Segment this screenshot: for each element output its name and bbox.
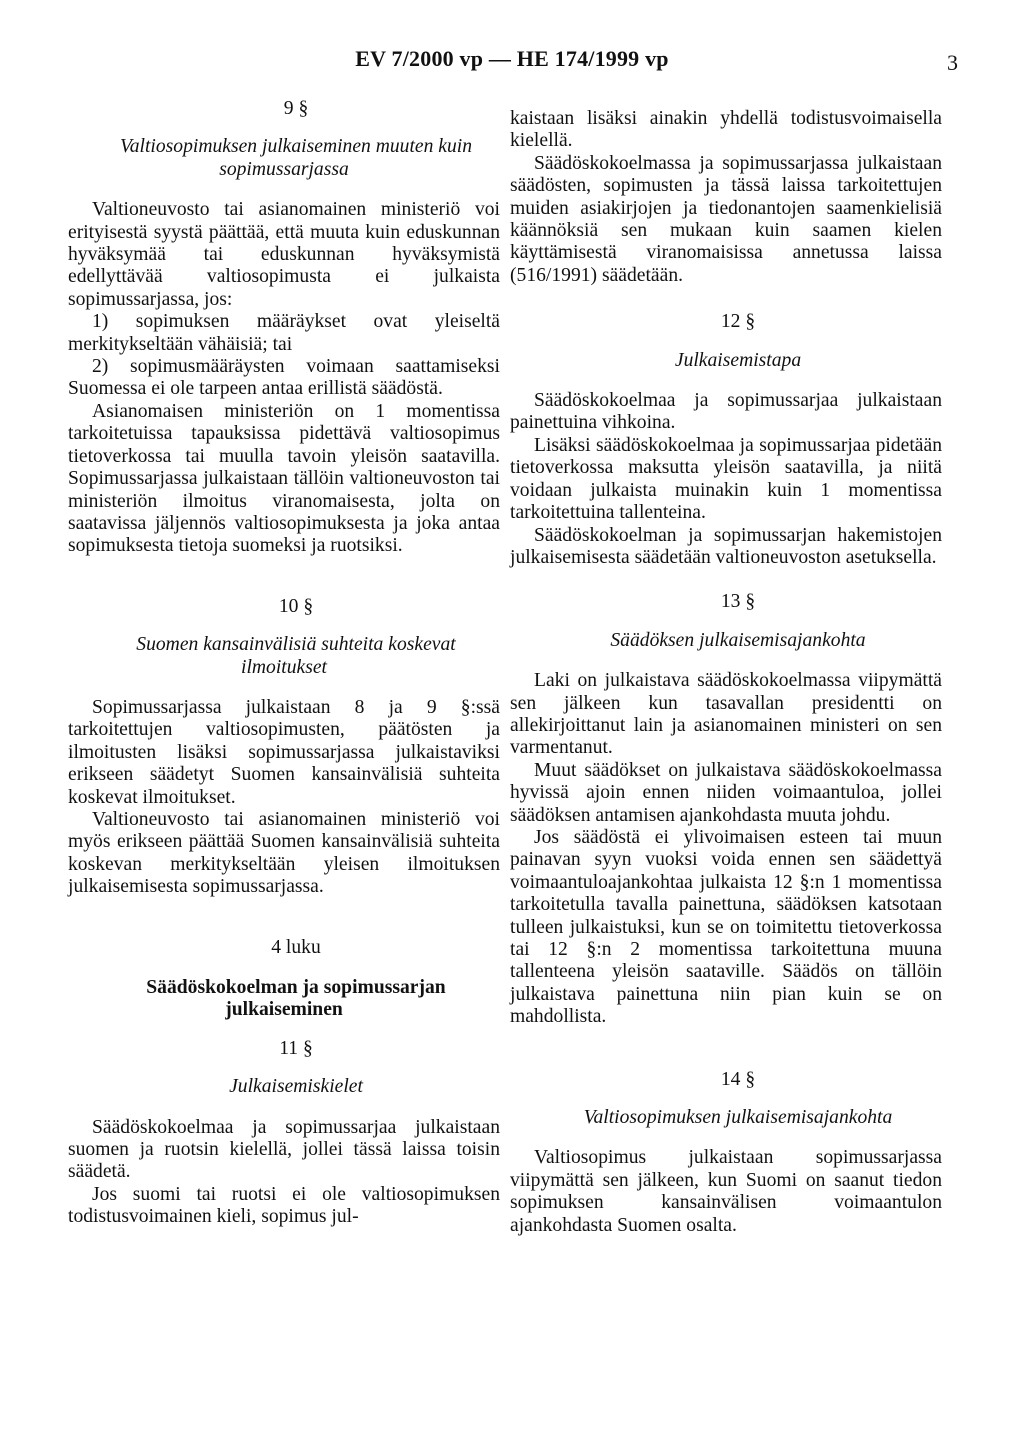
sami-translations-paragraph: Säädöskokoelmassa ja sopimussarjassa julkaistaan säädösten, sopimusten ja tässä laissa tarkoitettujen muiden asiakirjojen ja tiedonantojen saamenkielisiä käännöksiä sen mukaan kuin saamen kielen käyttämisestä viranomaisissa annetussa laissa (516/1991) säädetään.: [510, 152, 942, 286]
section-9-item-2: 2) sopimusmääräysten voimaan saattamiseksi Suomessa ei ole tarpeen antaa erillistä säädöstä.: [68, 356, 500, 400]
section-11-number: 11 §: [279, 1037, 313, 1059]
section-10-paragraph-2: Valtioneuvosto tai asianomainen ministeriö voi myös erikseen päättää Suomen kansainvälisiä suhteita koskevan merkitykseltään yleisen ilmoituksen julkaisemisesta sopimussarjassa.: [68, 808, 500, 898]
chapter-4-title: Säädöskokoelman ja sopimussarjan julkaiseminen: [146, 977, 446, 1021]
section-9-paragraph-2: Asianomaisen ministeriön on 1 momentissa tarkoitetuissa tapauksissa pidettävä valtiosopimus tietoverkossa tai muulla tavoin yleisön saatavilla. Sopimussarjassa julkaistaan tällöin valtioneuvoston tai ministeriön ilmoitus viranomaisesta, jolta on saatavissa jäljennös valtiosopimuksesta ja joka antaa sopimuksesta tietoja suomeksi ja ruotsiksi.: [68, 400, 500, 557]
section-9-paragraph-1: Valtioneuvosto tai asianomainen ministeriö voi erityisestä syystä päättää, että muuta kuin eduskunnan hyväksymää tai eduskunnan hyväksymistä edellyttävää valtiosopimusta ei julkaista sopimussarjassa, jos:: [68, 199, 500, 310]
section-13-title: Säädöksen julkaisemisajankohta: [610, 629, 866, 651]
section-14-number: 14 §: [720, 1068, 756, 1090]
section-13-number: 13 §: [720, 591, 756, 613]
section-9-number: 9 §: [283, 98, 309, 119]
section-12-number: 12 §: [720, 311, 756, 333]
section-13-paragraph-2: Muut säädökset on julkaistava säädöskokoelmassa hyvissä ajoin ennen niiden voimaantuloa, jollei säädöksen antamisen ajankohdasta muuta johdu.: [510, 759, 942, 826]
section-10-number: 10 §: [278, 595, 314, 617]
page-header: [0, 46, 1024, 86]
section-12-paragraph-3: Säädöskokoelman ja sopimussarjan hakemistojen julkaisemisesta säädetään valtioneuvoston asetuksella.: [510, 524, 942, 568]
section-10-paragraph-1: Sopimussarjassa julkaistaan 8 ja 9 §:ssä tarkoitettujen valtiosopimusten, päätösten ja ilmoitusten lisäksi sopimussarjassa julkaistaviksi erikseen säädetyt Suomen kansainvälisiä suhteita koskevat ilmoitukset.: [68, 696, 500, 808]
section-11-paragraph-2: Jos suomi tai ruotsi ei ole valtiosopimuksen todistusvoimainen kieli, sopimus jul-: [68, 1183, 500, 1228]
left-column: [68, 96, 500, 1229]
chapter-4-number: 4 luku: [271, 936, 321, 958]
section-9-title: Valtiosopimuksen julkaiseminen muuten kuin sopimussarjassa: [119, 136, 473, 180]
page-number: 3: [947, 50, 958, 75]
right-column: [510, 96, 942, 1237]
section-12-paragraph-2: Lisäksi säädöskokoelmaa ja sopimussarjaa pidetään tietoverkossa maksutta yleisön saatavilla, ja niitä voidaan julkaista muinakin kuin 1 momentissa tarkoitettuina tallenteina.: [510, 434, 942, 524]
section-13-paragraph-1: Laki on julkaistava säädöskokoelmassa viipymättä sen jälkeen kun tasavallan presidentti on allekirjoittanut lain ja asianomainen ministeri on sen varmentanut.: [510, 670, 942, 759]
section-11-title: Julkaisemiskielet: [229, 1076, 363, 1098]
section-14-title: Valtiosopimuksen julkaisemisajankohta: [583, 1107, 893, 1129]
section-12-title: Julkaisemistapa: [674, 349, 802, 371]
section-13-paragraph-3: Jos säädöstä ei ylivoimaisen esteen tai muun painavan syyn vuoksi voida ennen sen säädettyä voimaantuloajankohtaa julkaista 12 §:n 1 momentissa tarkoitetulla tavalla painettuna, säädöksen katsotaan tulleen julkaistuksi, kun se on toimitettu tietoverkossa tai 12 §:n 2 momentissa tarkoitettuna muuna tallenteena yleisön saataville. Säädös on tällöin julkaistava painettuna niin pian kuin se on mahdollista.: [510, 826, 942, 1028]
section-9-item-1: 1) sopimuksen määräykset ovat yleiseltä merkitykseltään vähäisiä; tai: [68, 311, 500, 355]
section-10-title: Suomen kansainvälisiä suhteita koskevat ilmoitukset: [136, 634, 456, 678]
section-14-paragraph-1: Valtiosopimus julkaistaan sopimussarjassa viipymättä sen jälkeen, kun Suomi on saanut tiedon sopimuksen kansainvälisen voimaantulon ajankohdasta Suomen osalta.: [510, 1147, 942, 1236]
section-11-paragraph-1: Säädöskokoelmaa ja sopimussarjaa julkaistaan suomen ja ruotsin kielellä, jollei tässä laissa toisin säädetä.: [68, 1116, 500, 1183]
continued-paragraph: kaistaan lisäksi ainakin yhdellä todistusvoimaisella kielellä.: [510, 108, 942, 152]
running-head: EV 7/2000 vp — HE 174/1999 vp: [355, 46, 669, 71]
section-12-paragraph-1: Säädöskokoelmaa ja sopimussarjaa julkaistaan painettuina vihkoina.: [510, 390, 942, 434]
